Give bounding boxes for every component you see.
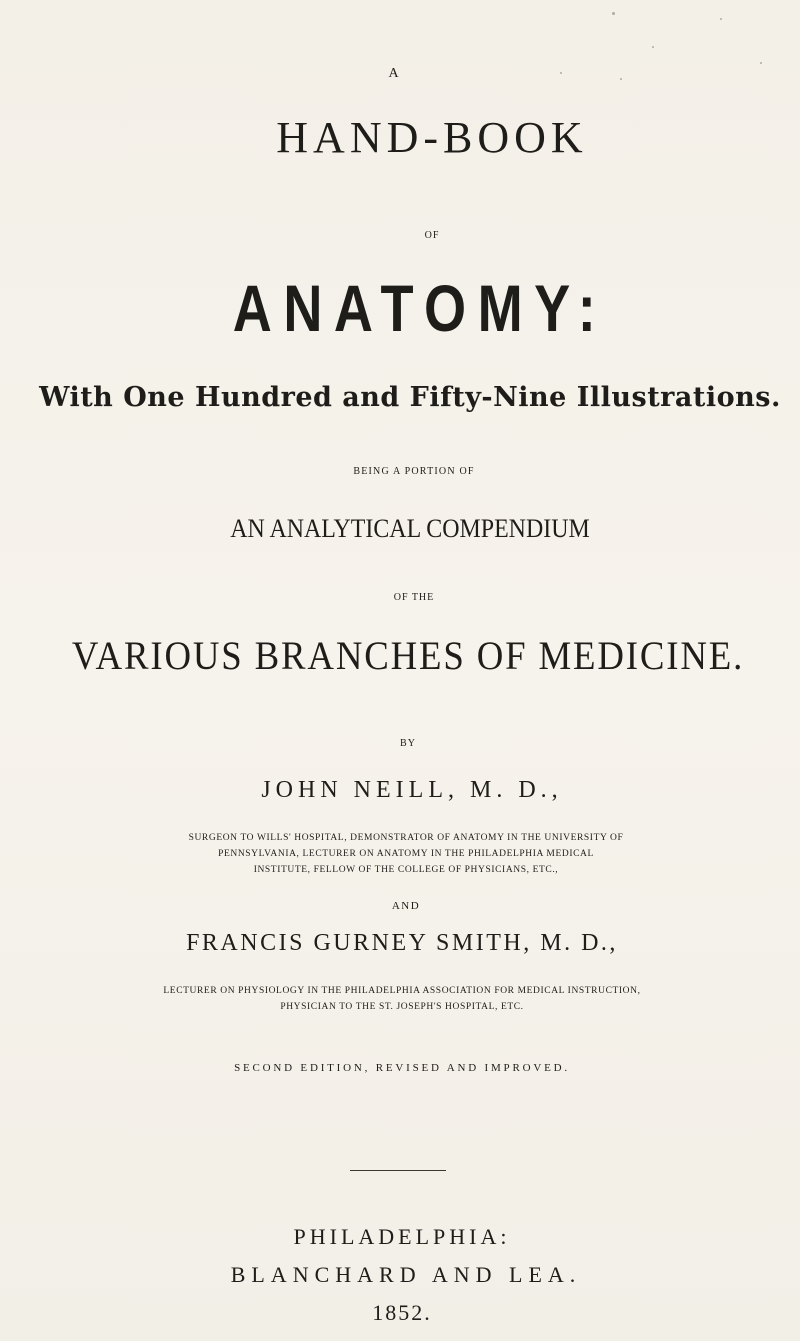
author-credentials-1-line-3: INSTITUTE, FELLOW OF THE COLLEGE OF PHYSICIANS, ETC., [253, 865, 559, 875]
main-title: HAND-BOOK [276, 113, 588, 162]
edition-line: SECOND EDITION, REVISED AND IMPROVED. [234, 1062, 570, 1074]
author-credentials-1-line-2: PENNSYLVANIA, LECTURER ON ANATOMY IN THE PHILADELPHIA MEDICAL [218, 849, 594, 859]
subject-title: ANATOMY: [232, 271, 608, 345]
being-line: BEING A PORTION OF [353, 466, 475, 477]
paper-speck [620, 78, 622, 80]
of-the-line: OF THE [393, 592, 435, 603]
author-name-2: FRANCIS GURNEY SMITH, M. D., [186, 930, 618, 956]
author-credentials-1-line-1: SURGEON TO WILLS' HOSPITAL, DEMONSTRATOR OF ANATOMY IN THE UNIVERSITY OF [188, 833, 624, 843]
illustrations-subtitle: With One Hundred and Fifty-Nine Illustrations. [39, 382, 781, 413]
and-line: AND [391, 900, 421, 912]
imprint-publisher: BLANCHARD AND LEA. [230, 1262, 582, 1287]
author-credentials-2-line-1: LECTURER ON PHYSIOLOGY IN THE PHILADELPHIA ASSOCIATION FOR MEDICAL INSTRUCTION, [163, 986, 641, 996]
paper-speck [760, 62, 762, 64]
author-credentials-2 [2, 983, 800, 1015]
by-line: BY [400, 738, 416, 749]
title-connector-of: OF [424, 230, 440, 241]
imprint-city: PHILADELPHIA: [293, 1224, 511, 1249]
divider-rule [350, 1170, 446, 1171]
paper-speck [612, 12, 615, 15]
compendium-title: AN ANALYTICAL COMPENDIUM [230, 514, 590, 543]
author-name-1: JOHN NEILL, M. D., [261, 777, 563, 803]
paper-speck [560, 72, 562, 74]
imprint-year: 1852. [372, 1300, 432, 1325]
branches-title: VARIOUS BRANCHES OF MEDICINE. [71, 633, 745, 678]
author-credentials-2-line-2: PHYSICIAN TO THE ST. JOSEPH'S HOSPITAL, ETC. [280, 1002, 524, 1012]
title-article: A [388, 66, 400, 81]
paper-speck [720, 18, 722, 20]
author-credentials-1 [6, 830, 800, 878]
paper-speck [652, 46, 654, 48]
